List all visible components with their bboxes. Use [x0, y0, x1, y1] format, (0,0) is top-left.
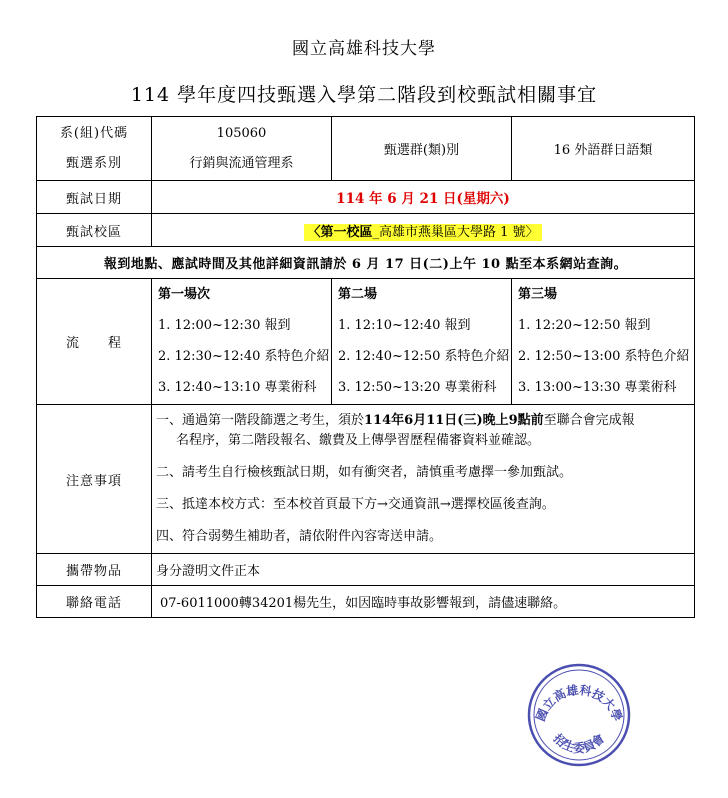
group-label: 甄選群(類)別	[332, 117, 512, 181]
session-item: 1. 12:10~12:40 報到	[338, 318, 471, 333]
seal-stamp	[526, 662, 632, 768]
notes-row	[37, 405, 695, 554]
campus-row	[37, 214, 695, 247]
session-item: 2. 12:50~13:00 系特色介紹	[518, 349, 690, 364]
session-title: 第二場	[338, 287, 378, 302]
dept-row	[37, 117, 695, 181]
campus-value-bold: 〈第一校區	[307, 224, 373, 240]
group-value: 16 外語群日語類	[512, 117, 695, 181]
session-item: 1. 12:20~12:50 報到	[518, 318, 651, 333]
items-label: 攜帶物品	[37, 554, 152, 586]
campus-label: 甄試校區	[37, 214, 152, 247]
session-2	[332, 279, 512, 405]
dept-code-label: 系(組)代碼	[59, 125, 129, 141]
notes-label: 注意事項	[37, 405, 152, 554]
dept-code-value: 105060	[216, 125, 267, 141]
note-1-c: 名程序，第二階段報名、繳費及上傳學習歷程備審資料並確認。	[176, 433, 541, 448]
schedule-row	[37, 279, 695, 405]
schedule-label: 流 程	[37, 279, 152, 405]
dept-values-cell	[152, 117, 332, 181]
contact-label: 聯絡電話	[37, 586, 152, 618]
note-3: 三、抵達本校方式：至本校首頁最下方→交通資訊→選擇校區後查詢。	[156, 497, 555, 512]
items-row	[37, 554, 695, 586]
note-2: 二、請考生自行檢核甄試日期，如有衝突者，請慎重考慮擇一參加甄試。	[156, 465, 573, 480]
date-label: 甄試日期	[37, 181, 152, 214]
session-1	[152, 279, 332, 405]
seal-bottom-text: 招生委員會	[550, 731, 608, 756]
date-value-cell	[152, 181, 695, 214]
contact-row	[37, 586, 695, 618]
dept-name-value: 行銷與流通管理系	[189, 155, 294, 171]
notice-text: 報到地點、應試時間及其他詳細資訊請於 6 月 17 日(二)上午 10 點至本系網站查詢。	[37, 247, 695, 279]
contact-value: 07-6011000轉34201楊先生，如因臨時事故影響報到，請儘速聯絡。	[152, 586, 695, 618]
notice-row	[37, 247, 695, 279]
dept-name-label: 甄選系別	[65, 155, 122, 171]
note-1-b: 至聯合會完成報	[543, 413, 635, 428]
campus-value-rest: _高雄市燕巢區大學路 1 號〉	[372, 224, 539, 240]
document-title: 114 學年度四技甄選入學第二階段到校甄試相關事宜	[130, 84, 598, 106]
date-row	[37, 181, 695, 214]
session-3	[512, 279, 695, 405]
session-item: 2. 12:30~12:40 系特色介紹	[158, 349, 330, 364]
campus-highlight	[304, 224, 541, 241]
session-item: 3. 12:40~13:10 專業術科	[158, 380, 317, 395]
session-item: 3. 12:50~13:20 專業術科	[338, 380, 497, 395]
university-title: 國立高雄科技大學	[292, 39, 436, 59]
campus-value-cell	[152, 214, 695, 247]
items-value: 身分證明文件正本	[152, 554, 695, 586]
date-value: 114 年 6 月 21 日(星期六)	[336, 191, 510, 207]
note-4: 四、符合弱勢生補助者，請依附件內容寄送申請。	[156, 529, 443, 544]
session-item: 2. 12:40~12:50 系特色介紹	[338, 349, 510, 364]
session-item: 1. 12:00~12:30 報到	[158, 318, 291, 333]
dept-labels-cell	[37, 117, 152, 181]
info-table	[36, 116, 695, 618]
session-title: 第三場	[518, 287, 558, 302]
seal-top-text: 國立高雄科技大學	[533, 683, 625, 724]
note-1-deadline: 114年6月11日(三)晚上9點前	[364, 413, 544, 428]
notes-cell	[152, 405, 695, 554]
session-item: 3. 13:00~13:30 專業術科	[518, 380, 677, 395]
note-1	[156, 411, 690, 451]
note-1-a: 一、通過第一階段篩選之考生，須於	[156, 413, 365, 428]
session-title: 第一場次	[158, 287, 211, 302]
